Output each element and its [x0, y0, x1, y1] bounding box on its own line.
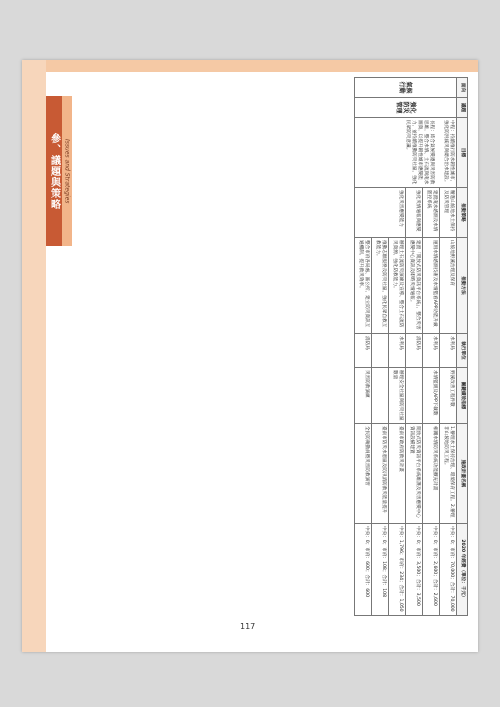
- strategy-cell: 精進山坡地水土保持及防災管理: [440, 188, 457, 238]
- header-method: 推動方法: [457, 238, 468, 334]
- budget-cell: 中央：0；市府：2,600；合計：2,600: [423, 524, 440, 616]
- kpi-cell: [406, 368, 423, 424]
- budget-cell: 中央：0；市府：108；合計：108: [372, 524, 389, 616]
- header-issue: 議題: [457, 98, 468, 118]
- header-budget: 2020 年經費（單位：千元）: [457, 524, 468, 616]
- method-cell: 運用水情感測技術及水情監看APP功能升級: [423, 238, 440, 334]
- method-cell: 推動志願服務及防災社區，強化民眾自救互救能力。: [372, 238, 389, 334]
- budget-cell: 中央：0；市府：3,500；合計：3,500: [406, 524, 423, 616]
- kpi-cell: 野溪改善工程件數: [440, 368, 457, 424]
- header-goal: 目標: [457, 118, 468, 188]
- table-header-row: [457, 78, 468, 616]
- plan-cell: 1.辦理水土保持治理、環境保育工程。2.辦理非山坡地防災工程。: [440, 424, 457, 524]
- strategy-cell: 強化災情通報與應變: [406, 188, 423, 238]
- chapter-tab: 參、議題與策略: [46, 96, 62, 246]
- kpi-cell: [372, 368, 389, 424]
- strategy-cell: 建置淹水感測及水情監控系統: [423, 188, 440, 238]
- budget-cell: 中央：1,796；市府：234；合計：1,050: [389, 524, 406, 616]
- header-strategy: 推動策略: [457, 188, 468, 238]
- goal-long: 長程：結合氣候變遷與災害防救思維，整合水情、土石流與淹水圖資，以提升韌性城市應變能力，並持續推動防災社區，強化民眾防災意識。: [405, 120, 434, 185]
- method-cell: 辦理土石流防災演練及宣導、整合土石流防災資源，強化防救能力。: [389, 238, 406, 334]
- policy-table: [354, 77, 468, 616]
- method-cell: 整合市府各局處、區公所，建立防災資訊互通機制，提升救災效率。: [355, 238, 372, 334]
- plan-cell: 開放式防災資訊平台系統維護及災害應變中心資訊設備建置: [406, 424, 423, 524]
- issue-cell: 強化防災管理: [355, 98, 457, 118]
- kpi-cell: 辦理安全社區與防災社區數量: [389, 368, 406, 424]
- header-facet: 面向: [457, 78, 468, 98]
- facet-cell: 氣候行動: [355, 78, 457, 98]
- page-number: 117: [240, 622, 256, 631]
- chapter-subtitle: Issues and Strategies: [62, 96, 72, 246]
- header-unit: 執行單位: [457, 334, 468, 368]
- budget-cell: 中央：0；市府：70,000；合計：70,000: [440, 524, 457, 616]
- method-cell: 山坡地野溪治理及保育: [440, 238, 457, 334]
- unit-cell: 水利局: [423, 334, 440, 368]
- goal-cell: [355, 118, 457, 188]
- header-kpi: 關鍵績效指標: [457, 368, 468, 424]
- plan-cell: 臺南市政府防救災計畫: [389, 424, 406, 524]
- plan-cell: 相關水情防災系統功能擴充計畫: [423, 424, 440, 524]
- kpi-cell: 災害防救演練: [355, 368, 372, 424]
- plan-cell: 臺南市防災水患區及防汛消防救災能量提升: [372, 424, 389, 524]
- goal-mid: 中程：持續推行防水韌性城市，強化防洪減災與總合治水建設。: [443, 120, 454, 185]
- unit-cell: 水利局: [440, 334, 457, 368]
- method-cell: 建置「開放式防災資訊平台系統」，整合災害應變中心資訊及即時災情通報。: [406, 238, 423, 334]
- side-band: [22, 60, 46, 652]
- budget-cell: 中央：0；市府：600；合計：600: [355, 524, 372, 616]
- strategy-cell: 強化災害應變能力: [355, 188, 406, 238]
- policy-table-area: [76, 77, 468, 615]
- plan-cell: 全民防衛動員暨災害防救演習: [355, 424, 372, 524]
- unit-cell: 消防局: [406, 334, 423, 368]
- table-row: [440, 78, 457, 616]
- header-band: [22, 60, 478, 72]
- unit-cell: 消防局: [355, 334, 372, 368]
- kpi-cell: 水情監測及APP下載數: [423, 368, 440, 424]
- unit-cell: [372, 334, 389, 368]
- header-plan: 施政計畫名稱: [457, 424, 468, 524]
- unit-cell: 水利局: [389, 334, 406, 368]
